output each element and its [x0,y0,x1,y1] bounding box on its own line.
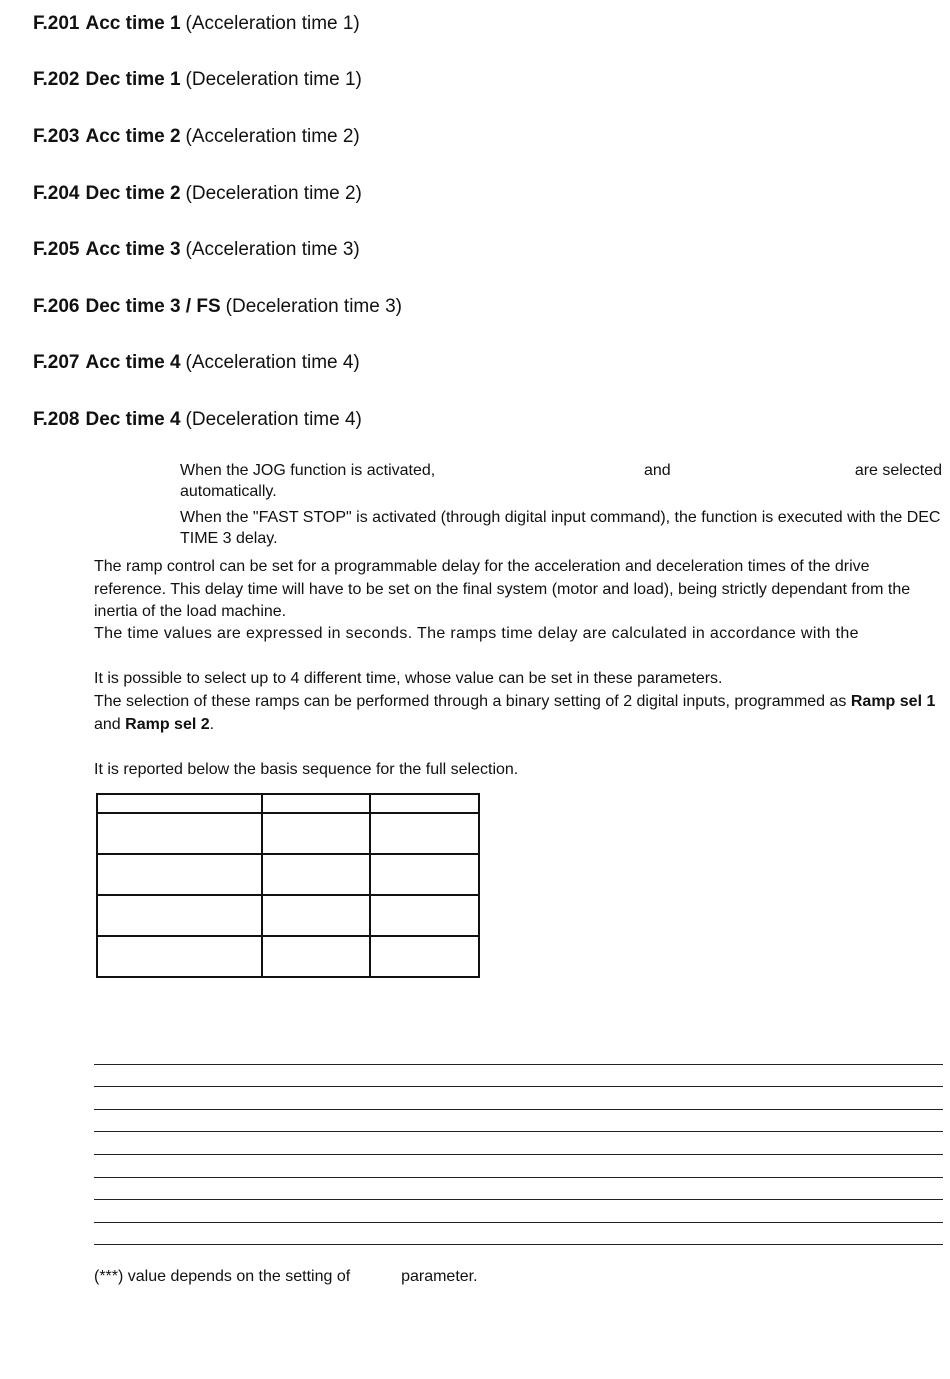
table-cell [370,794,479,813]
table-cell [97,794,262,813]
param-heading [33,125,360,149]
param-description: (Deceleration time 1) [185,69,362,90]
table-cell [262,936,370,977]
param-code: F.202 [33,69,80,90]
jog-note-text-3: are selected [854,462,942,479]
table-cell [97,854,262,895]
param-heading [33,182,362,206]
divider-line [94,1244,943,1245]
divider-line [94,1222,943,1223]
param-code: F.208 [33,409,80,430]
sequence-intro-paragraph: It is reported below the basis sequence for the full selection. [94,761,519,778]
divider-line [94,1109,943,1110]
param-code: F.206 [33,296,80,317]
param-name: Acc time 1 [85,13,181,34]
param-name: Acc time 2 [85,126,181,147]
param-description: (Deceleration time 2) [185,183,362,204]
param-description: (Acceleration time 2) [185,126,360,147]
param-heading [33,238,360,262]
footnote-text-1: (***) value depends on the setting of [94,1268,351,1285]
table-cell [262,895,370,936]
ramp-selection-and: and [94,715,121,733]
ramp-sel-1-label: Ramp sel 1 [850,693,936,710]
ramp-selection-table [96,793,480,978]
jog-note-text-4: automatically. [180,483,277,500]
param-name: Acc time 4 [85,352,181,373]
table-cell [370,854,479,895]
table-cell [262,813,370,854]
divider-line [94,1199,943,1200]
ramp-selection-text: The selection of these ramps can be performed through a binary setting of 2 digital inputs, programmed as [94,693,847,710]
param-description: (Deceleration time 4) [185,409,362,430]
table-row [97,854,479,895]
time-units-paragraph: The time values are expressed in seconds. The ramps time delay are calculated in accordance with the [94,625,859,642]
table-row [97,813,479,854]
divider-line [94,1086,943,1087]
table-cell [262,794,370,813]
param-code: F.201 [33,13,80,34]
divider-line [94,1064,943,1065]
jog-note-line [180,460,942,481]
table-row [97,895,479,936]
param-description: (Acceleration time 1) [185,13,360,34]
ramp-selection-paragraph [94,691,942,736]
param-heading [33,68,362,92]
param-code: F.204 [33,183,80,204]
table-header-row [97,794,479,813]
param-heading [33,351,360,375]
param-heading [33,12,360,36]
param-code: F.205 [33,239,80,260]
table-cell [97,813,262,854]
jog-note-text-1: When the JOG function is activated, [180,462,436,479]
fast-stop-note: When the "FAST STOP" is activated (through digital input command), the function is executed with the DEC TIME 3 delay. [180,509,941,547]
divider-line [94,1154,943,1155]
table-cell [262,854,370,895]
param-heading [33,295,402,319]
param-name: Dec time 2 [85,183,181,204]
table-cell [97,895,262,936]
jog-note [180,460,942,502]
footnote [94,1266,478,1288]
ramp-count-paragraph: It is possible to select up to 4 different time, whose value can be set in these parameters. [94,670,723,687]
ramp-sel-2-label: Ramp sel 2 [125,715,210,733]
param-heading [33,408,362,432]
table-row [97,936,479,977]
table-cell [370,813,479,854]
param-code: F.203 [33,126,80,147]
divider-line [94,1131,943,1132]
table-cell [370,936,479,977]
divider-line [94,1177,943,1178]
param-name: Dec time 4 [85,409,181,430]
param-description: (Acceleration time 3) [185,239,360,260]
footnote-text-2: parameter. [401,1268,478,1285]
table-cell [97,936,262,977]
param-name: Dec time 3 / FS [85,296,221,317]
jog-note-text-2: and [644,462,671,479]
param-name: Dec time 1 [85,69,181,90]
param-description: (Acceleration time 4) [185,352,360,373]
param-name: Acc time 3 [85,239,181,260]
param-description: (Deceleration time 3) [225,296,402,317]
ramp-description-paragraph: The ramp control can be set for a programmable delay for the acceleration and deceleration times of the drive reference. This delay time will have to be set on the final system (motor and load), being strictly dependant from the inertia of the load machine. [94,558,911,620]
ramp-selection-end: . [209,715,215,733]
param-code: F.207 [33,352,80,373]
table-cell [370,895,479,936]
